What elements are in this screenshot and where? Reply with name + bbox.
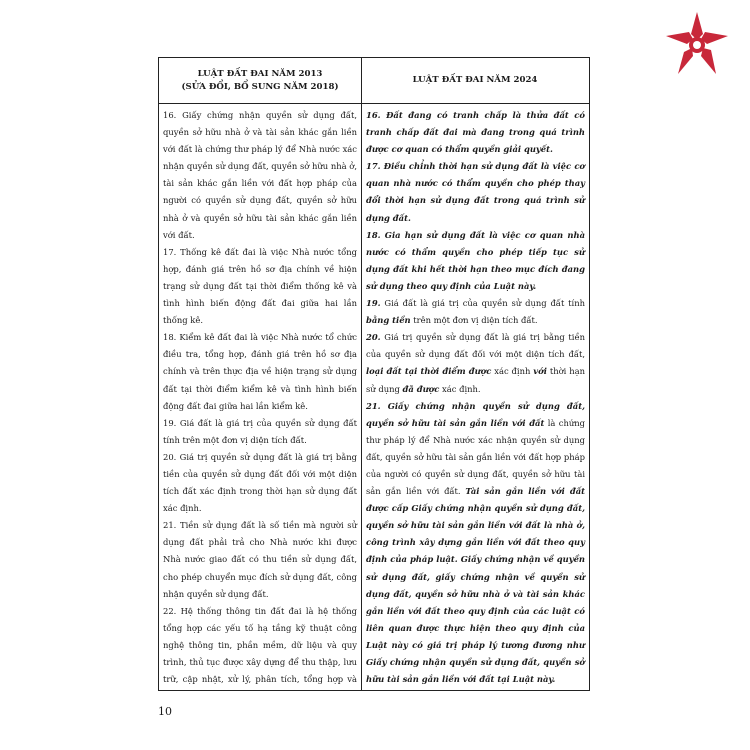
article-2013-21: 21. Tiền sử dụng đất là số tiền mà người sử dụng đất phải trả cho Nhà nước khi được Nhà nước giao đất có thu tiền sử dụng đất, cho phép chuyển mục đích sử dụng đất, công nhận quyền sử dụng đất. (163, 520, 357, 599)
header-left (159, 58, 361, 103)
column-2013 (163, 107, 357, 691)
article-2013-16: 16. Giấy chứng nhận quyền sử dụng đất, quyền sở hữu nhà ở và tài sản khác gắn liền với đất là chứng thư pháp lý để Nhà nước xác nhận quyền sử dụng đất, quyền sở hữu nhà ở, tài sản khác gắn liền với đất hợp pháp của người có quyền sử dụng đất, quyền sở hữu nhà ở và quyền sở hữu tài sản khác gắn liền với đất. (163, 110, 357, 240)
article-2013-22: 22. Hệ thống thông tin đất đai là hệ thống tổng hợp các yếu tố hạ tầng kỹ thuật công nghệ thông tin, phần mềm, dữ liệu và quy trình, thủ tục được xây dựng để thu thập, lưu trữ, cập nhật, xử lý, phân tích, tổng hợp và (163, 605, 357, 685)
column-divider (361, 58, 362, 691)
article-2024-17: 17. Điều chỉnh thời hạn sử dụng đất là việc cơ quan nhà nước có thẩm quyền cho phép thay đổi thời hạn sử dụng đất trong quá trình sử dụng đất. (366, 161, 585, 223)
article-2013-19: 19. Giá đất là giá trị của quyền sử dụng đất tính trên một đơn vị diện tích đất. (163, 417, 357, 445)
article-2024-19: 19. Giá đất là giá trị của quyền sử dụng đất tính bằng tiền trên một đơn vị diện tích đất. (366, 298, 585, 326)
article-2013-17: 17. Thống kê đất đai là việc Nhà nước tổng hợp, đánh giá trên hồ sơ địa chính về hiện trạng sử dụng đất tại thời điểm thống kê và tình hình biến động đất đai giữa hai lần thống kê. (163, 246, 357, 326)
article-2013-18: 18. Kiểm kê đất đai là việc Nhà nước tổ chức điều tra, tổng hợp, đánh giá trên hồ sơ địa chính và trên thực địa về hiện trạng sử dụng đất tại thời điểm kiểm kê và tình hình biến động đất đai giữa hai lần kiểm kê. (163, 332, 357, 411)
column-2024 (366, 107, 585, 691)
header-right: LUẬT ĐẤT ĐAI NĂM 2024 (412, 75, 538, 85)
header-left-line1: LUẬT ĐẤT ĐAI NĂM 2013 (197, 68, 323, 79)
article-2024-18: 18. Gia hạn sử dụng đất là việc cơ quan nhà nước có thẩm quyền cho phép tiếp tục sử dụng đất khi hết thời hạn theo mục đích đang sử dụng theo quy định của Luật này. (366, 229, 585, 291)
publisher-logo (662, 10, 732, 80)
article-2024-20: 20. Giá trị quyền sử dụng đất là giá trị bằng tiền của quyền sử dụng đất đối với một diện tích đất, loại đất tại thời điểm được xác định với thời hạn sử dụng đã được xác định. (366, 332, 585, 394)
article-2013-20: 20. Giá trị quyền sử dụng đất là giá trị bằng tiền của quyền sử dụng đất đối với một diện tích đất xác định trong thời hạn sử dụng đất xác định. (163, 451, 357, 514)
header-left-line2: (SỬA ĐỔI, BỔ SUNG NĂM 2018) (181, 81, 339, 92)
article-2024-22 (366, 688, 585, 691)
comparison-table (158, 57, 590, 691)
page-number: 10 (158, 705, 172, 718)
article-2024-16: 16. Đất đang có tranh chấp là thửa đất có tranh chấp đất đai mà đang trong quá trình được cơ quan có thẩm quyền giải quyết. (366, 110, 585, 155)
table-header (159, 58, 589, 104)
article-2024-21: 21. Giấy chứng nhận quyền sử dụng đất, quyền sở hữu tài sản gắn liền với đất là chứng thư pháp lý để Nhà nước xác nhận quyền sử dụng đất, quyền sở hữu tài sản gắn liền với đất hợp pháp của người có quyền sử dụng đất, quyền sở hữu tài sản gắn liền với đất. Tài sản gắn liền với đất được cấp Giấy chứng nhận quyền sử dụng đất, quyền sở hữu tài sản gắn liền với đất là nhà ở, công trình xây dựng gắn liền với đất theo quy định của pháp luật. Giấy chứng nhận về quyền sử dụng đất, giấy chứng nhận về quyền sử dụng đất, quyền sở hữu nhà ở và tài sản khác gắn liền với đất theo quy định của các luật có liên quan được thực hiện theo quy định của Luật này có giá trị pháp lý tương đương như Giấy chứng nhận quyền sử dụng đất, quyền sở hữu tài sản gắn liền với đất tại Luật này. (366, 400, 585, 685)
